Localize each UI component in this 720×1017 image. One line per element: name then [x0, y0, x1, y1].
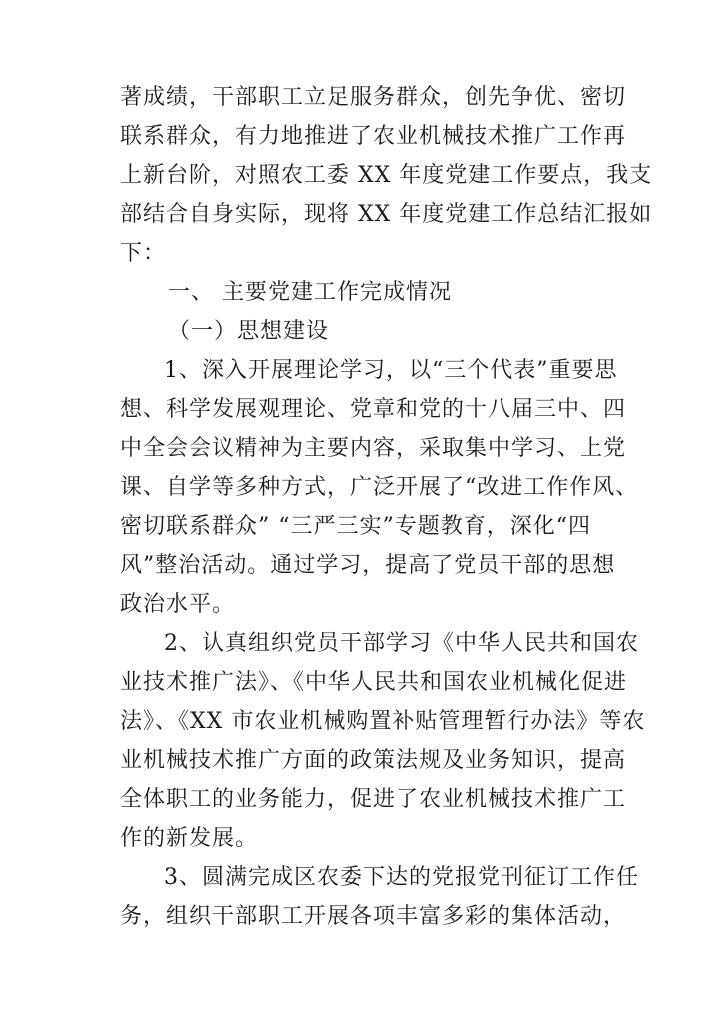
text-line: 业技术推广法》、《中华人民共和国农业机械化促进	[120, 670, 628, 695]
text-line: 部结合自身实际，现将 XX 年度党建工作总结汇报如	[120, 202, 653, 227]
text-line: 作的新发展。	[120, 826, 259, 851]
section-heading: 一、 主要党建工作完成情况	[168, 280, 452, 305]
text-line: 密切联系群众” “三严三实”专题教育，深化“四	[120, 514, 591, 539]
text-line: 想、科学发展观理论、党章和党的十八届三中、四	[120, 397, 627, 422]
text-line: 政治水平。	[120, 592, 236, 617]
text-line: 风”整治活动。通过学习，提高了党员干部的思想	[120, 553, 616, 578]
text-line: 联系群众，有力地推进了农业机械技术推广工作再	[120, 124, 627, 149]
text-line: 上新台阶，对照农工委 XX 年度党建工作要点，我支	[120, 163, 653, 188]
document-body	[120, 78, 653, 936]
text-line: 全体职工的业务能力，促进了农业机械技术推广工	[120, 787, 627, 812]
paragraph-start: 2、认真组织党员干部学习《中华人民共和国农	[164, 631, 639, 656]
text-line: 法》、《XX 市农业机械购置补贴管理暂行办法》等农	[120, 709, 646, 734]
text-line: 务，组织干部职工开展各项丰富多彩的集体活动，	[120, 904, 627, 929]
text-line: 下：	[120, 241, 167, 266]
text-line: 著成绩，干部职工立足服务群众，创先争优、密切	[120, 85, 627, 110]
paragraph-start: 3、圆满完成区农委下达的党报党刊征订工作任	[164, 865, 639, 890]
text-line: 中全会会议精神为主要内容，采取集中学习、上党	[120, 436, 627, 461]
subsection-heading: （一）思想建设	[168, 319, 330, 344]
text-line: 业机械技术推广方面的政策法规及业务知识，提高	[120, 748, 627, 773]
text-line: 课、自学等多种方式，广泛开展了“改进工作作风、	[120, 475, 639, 500]
paragraph-start: 1、深入开展理论学习，以“三个代表”重要思	[164, 358, 618, 383]
